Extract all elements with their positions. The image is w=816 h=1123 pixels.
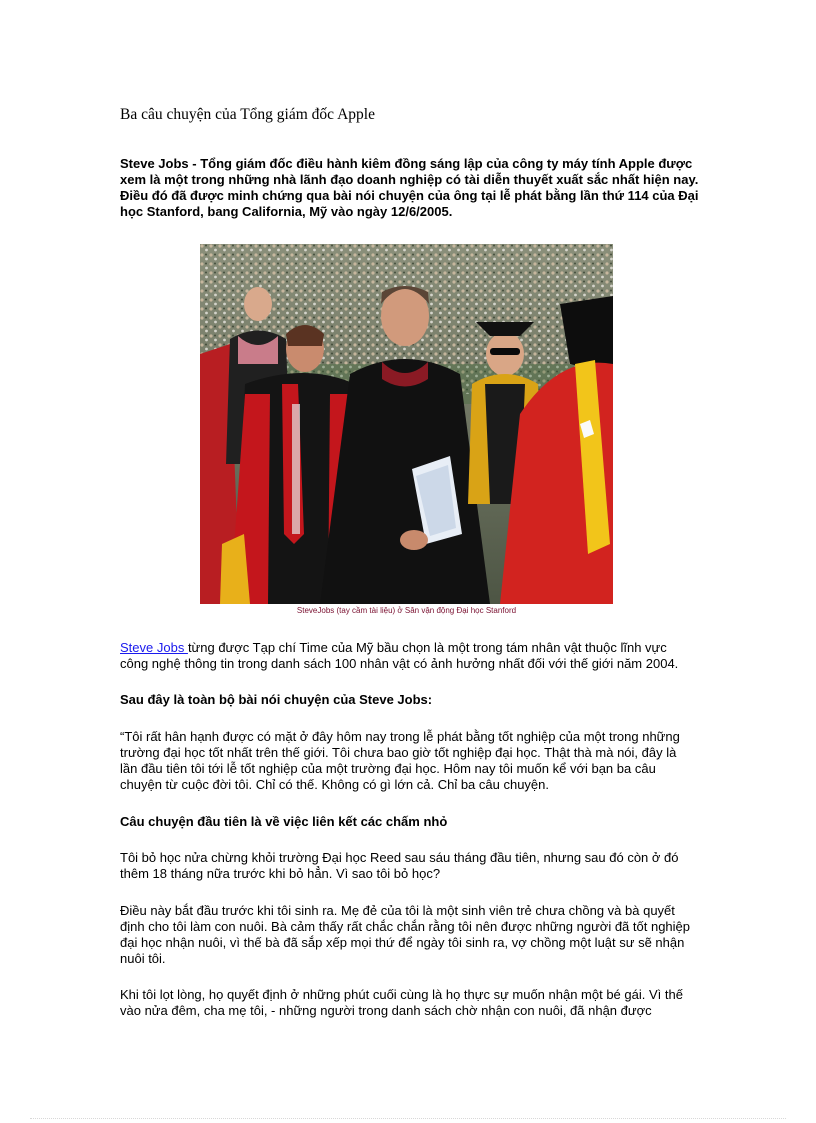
paragraph-opening: “Tôi rất hân hạnh được có mặt ở đây hôm nay trong lễ phát bằng tốt nghiệp của một trong những trường đại học tốt nhất trên thế giới. Tôi chưa bao giờ tốt nghiệp đại học. Thật thà mà nói, đây là lần đầu tiên tôi tới lễ tốt nghiệp của một trường đại học. Hôm nay tôi muốn kể với bạn ba câu chuyện từ cuộc đời tôi. Chỉ có thế. Không có gì lớn cả. Chỉ ba câu chuyện. (120, 729, 680, 792)
document-title: Ba câu chuyện của Tổng giám đốc Apple (120, 106, 375, 123)
paragraph-dropout: Tôi bỏ học nửa chừng khỏi trường Đại học Reed sau sáu tháng đầu tiên, nhưng sau đó còn ở đó thêm 18 tháng nữa trước khi bỏ hẳn. Vì sao tôi bỏ học? (120, 850, 679, 881)
commencement-photo (200, 244, 613, 604)
photo-caption: SteveJobs (tay cầm tài liệu) ở Sân vận động Đại học Stanford (296, 606, 517, 615)
section-heading-speech: Sau đây là toàn bộ bài nói chuyện của Steve Jobs: (120, 692, 433, 707)
paragraph-text: từng được Tạp chí Time của Mỹ bầu chọn là một trong tám nhân vật thuộc lĩnh vực công nghệ thông tin trong danh sách 100 nhân vật có ảnh hưởng nhất đối với thế giới năm 2004. (120, 640, 679, 671)
steve-jobs-link[interactable]: Steve Jobs (120, 640, 188, 655)
paragraph-adoption: Khi tôi lọt lòng, họ quyết định ở những phút cuối cùng là họ thực sự muốn nhận một bé gái. Vì thế vào nửa đêm, cha mẹ tôi, - những người trong danh sách chờ nhận con nuôi, đã nhận được (120, 987, 683, 1018)
paragraph-steve-jobs-time (120, 640, 696, 672)
page-divider (30, 1118, 786, 1119)
section-heading-first-story: Câu chuyện đầu tiên là về việc liên kết các chấm nhỏ (120, 814, 448, 829)
intro-paragraph: Steve Jobs - Tổng giám đốc điều hành kiêm đồng sáng lập của công ty máy tính Apple được xem là một trong những nhà lãnh đạo doanh nghiệp có tài diễn thuyết xuất sắc nhất hiện nay. Điều đó đã được minh chứng qua bài nói chuyện của ông tại lễ phát bằng lần thứ 114 của Đại học Stanford, bang California, Mỹ vào ngày 12/6/2005. (120, 156, 699, 219)
paragraph-birth: Điều này bắt đầu trước khi tôi sinh ra. Mẹ đẻ của tôi là một sinh viên trẻ chưa chồng và bà quyết định cho tôi làm con nuôi. Bà cảm thấy rất chắc chắn rằng tôi nên được những người đã tốt nghiệp đại học nhận nuôi, vì thế bà đã sắp xếp mọi thứ để ngày tôi sinh ra, vợ chồng một luật sư sẽ nhận nuôi tôi. (120, 903, 691, 966)
